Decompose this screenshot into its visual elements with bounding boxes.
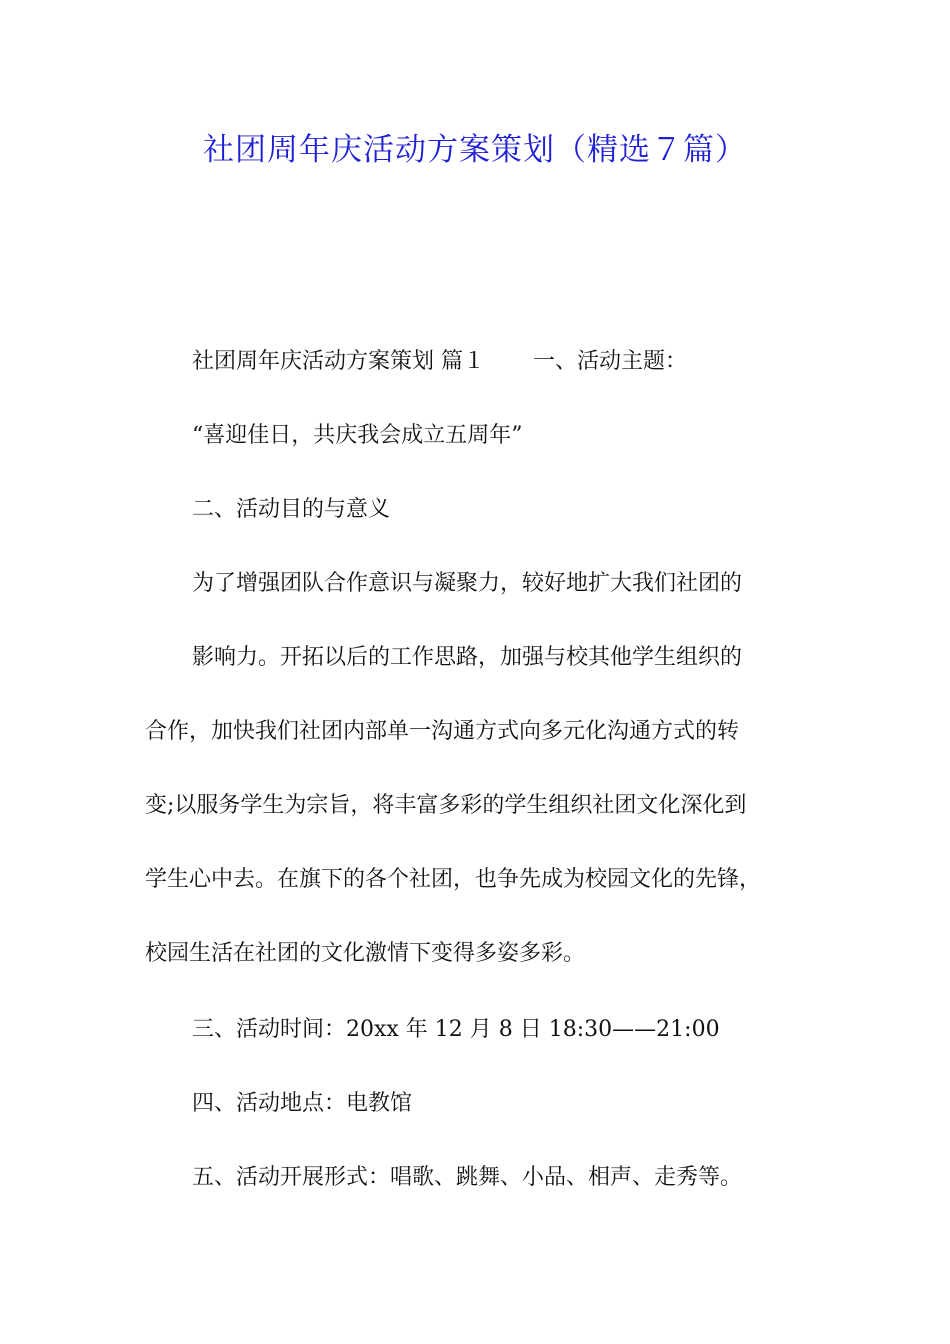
theme-heading: 一、活动主题： — [533, 349, 688, 374]
activity-place: 四、活动地点：电教馆 — [192, 1091, 413, 1116]
purpose-heading: 二、活动目的与意义 — [192, 497, 391, 522]
paragraph-line: 合作，加快我们社团内部单一沟通方式向多元化沟通方式的转 — [145, 719, 740, 744]
paragraph-line: 学生心中去。在旗下的各个社团，也争先成为校园文化的先锋， — [145, 867, 762, 892]
activity-time: 三、活动时间：20xx 年 12 月 8 日 18:30——21:00 — [192, 1017, 720, 1042]
document-title: 社团周年庆活动方案策划（精选７篇） — [203, 132, 747, 168]
section-heading: 社团周年庆活动方案策划 篇１ — [192, 349, 485, 374]
paragraph-line: 校园生活在社团的文化激情下变得多姿多彩。 — [145, 941, 586, 966]
paragraph-line: 影响力。开拓以后的工作思路，加强与校其他学生组织的 — [192, 645, 743, 670]
activity-format: 五、活动开展形式：唱歌、跳舞、小品、相声、走秀等。 — [192, 1165, 743, 1190]
theme-text: “喜迎佳日，共庆我会成立五周年” — [192, 423, 523, 448]
section-heading-line — [192, 346, 687, 378]
paragraph-line: 变;以服务学生为宗旨，将丰富多彩的学生组织社团文化深化到 — [145, 793, 747, 818]
paragraph-line: 为了增强团队合作意识与凝聚力，较好地扩大我们社团的 — [192, 571, 743, 596]
